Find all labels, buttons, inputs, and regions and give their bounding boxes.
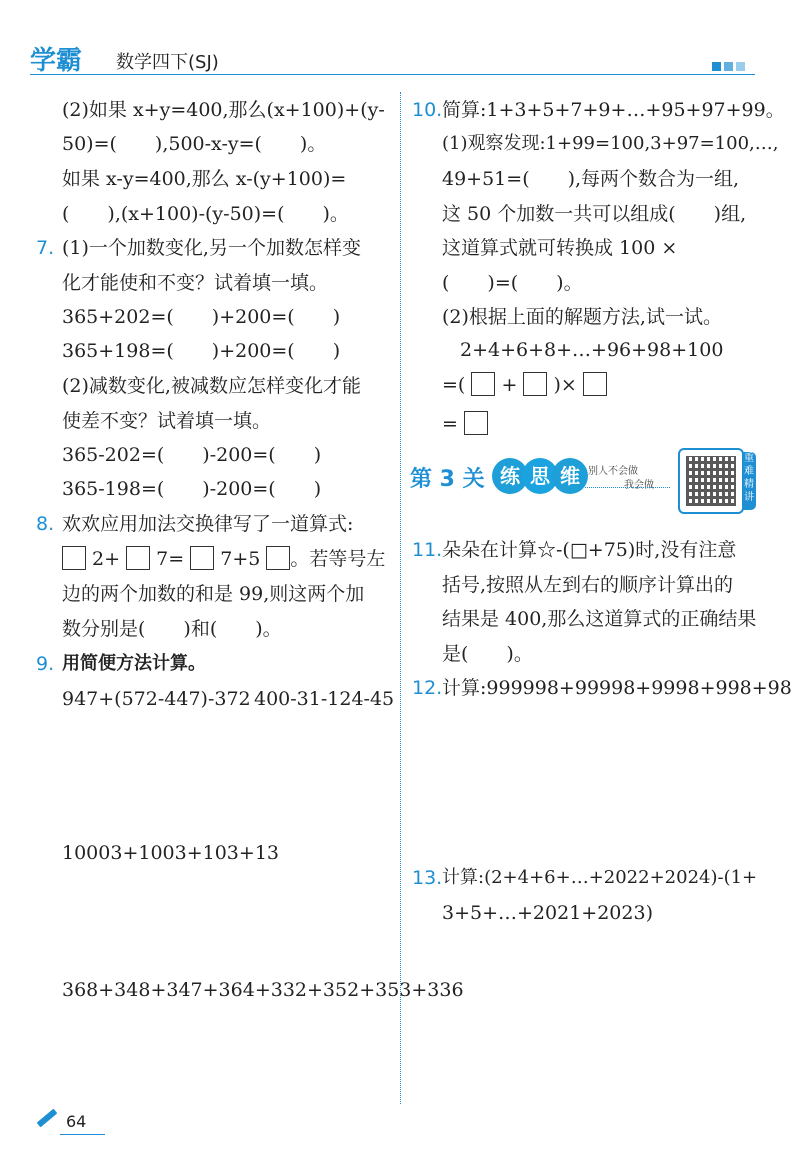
level-title: 第 3 关 <box>410 467 485 492</box>
column-divider <box>400 92 401 1104</box>
q7-line2: 化才能使和不变？试着填一填。 <box>62 272 329 294</box>
blank-box[interactable] <box>126 546 150 570</box>
banner-slogan-2: 我会做 <box>624 480 654 491</box>
q8-part1: 2+ <box>92 548 121 570</box>
q7-line4: 使差不变？试着填一填。 <box>62 410 272 432</box>
q10-eq2 <box>442 372 607 398</box>
page-number: 64 <box>66 1112 87 1131</box>
q10-line1: (1)观察发现:1+99=100,3+97=100,…, <box>442 133 779 154</box>
q11-line2: 括号,按照从左到右的顺序计算出的 <box>442 574 734 596</box>
q8-number: 8. <box>36 513 55 535</box>
q12-line1: 计算:999998+99998+9998+998+98 <box>442 677 792 699</box>
q10-eq2-plus: + <box>501 374 518 396</box>
q10-line4: 这道算式就可转换成 100 × <box>442 237 678 259</box>
blank-box[interactable] <box>471 372 495 396</box>
q8-line1: 欢欢应用加法交换律写了一道算式: <box>62 513 354 535</box>
banner-dotted-line <box>585 487 670 488</box>
q9-eq1: 947+(572-447)-372 <box>62 688 251 710</box>
decor-square <box>724 62 733 71</box>
q9-eq3: 10003+1003+103+13 <box>62 842 279 864</box>
q10-line3: 这 50 个加数一共可以组成( )组, <box>442 203 747 225</box>
banner-char-bubble: 维 <box>552 458 588 494</box>
header-rule <box>30 74 755 75</box>
q8-part2: 7= <box>156 548 185 570</box>
blank-box[interactable] <box>464 411 488 435</box>
footer-rule <box>60 1134 105 1135</box>
qr-code-icon[interactable] <box>678 448 744 514</box>
q10-eq3 <box>442 411 488 437</box>
q6b-line1: (2)如果 x+y=400,那么(x+100)+(y- <box>62 99 385 121</box>
q9-title: 用简便方法计算。 <box>62 653 206 674</box>
q7-eq4: 365-198=( )-200=( ) <box>62 478 322 500</box>
q10-eq2-times: )× <box>553 374 577 396</box>
q10-eq1: 2+4+6+8+…+96+98+100 <box>460 339 724 361</box>
q11-line3: 结果是 400,那么这道算式的正确结果 <box>442 608 757 630</box>
q7-line1: (1)一个加数变化,另一个加数怎样变 <box>62 237 361 259</box>
decor-square <box>712 62 721 71</box>
banner-char-bubble: 思 <box>522 458 558 494</box>
q6b-line2: 50)=( ),500-x-y=( )。 <box>62 133 327 155</box>
q8-line3: 边的两个加数的和是 99,则这两个加 <box>62 583 365 605</box>
brand-logo: 学霸 <box>30 46 83 76</box>
blank-box[interactable] <box>190 546 214 570</box>
q9-number: 9. <box>36 653 55 675</box>
q9-eq2: 400-31-124-45 <box>254 688 395 710</box>
q10-number: 10. <box>412 99 443 121</box>
q13-line1: 计算:(2+4+6+…+2022+2024)-(1+ <box>442 867 758 888</box>
q7-line3: (2)减数变化,被减数应怎样变化才能 <box>62 375 361 397</box>
q10-title: 简算:1+3+5+7+9+…+95+97+99。 <box>442 99 785 121</box>
q11-line1: 朵朵在计算☆-(□+75)时,没有注意 <box>442 539 737 561</box>
q6b-line3: 如果 x-y=400,那么 x-(y+100)= <box>62 168 347 190</box>
q11-line4: 是( )。 <box>442 643 533 665</box>
banner-char-bubble: 练 <box>492 458 528 494</box>
q9-eq4: 368+348+347+364+332+352+353+336 <box>62 979 464 1001</box>
q8-line2 <box>62 546 385 572</box>
q7-eq1: 365+202=( )+200=( ) <box>62 306 341 328</box>
qr-tag: 重难精讲 <box>742 452 756 510</box>
pencil-icon <box>37 1109 58 1128</box>
q11-number: 11. <box>412 539 443 561</box>
q12-number: 12. <box>412 677 443 699</box>
q6b-line4: ( ),(x+100)-(y-50)=( )。 <box>62 203 349 225</box>
q10-line6: (2)根据上面的解题方法,试一试。 <box>442 306 722 328</box>
q8-part3: 7+5 <box>220 548 261 570</box>
q10-line5: ( )=( )。 <box>442 272 583 294</box>
q10-eq3-equals: = <box>442 413 458 435</box>
book-subject: 数学四下(SJ) <box>116 52 219 73</box>
q7-number: 7. <box>36 237 55 259</box>
q7-eq2: 365+198=( )+200=( ) <box>62 340 341 362</box>
q8-line4: 数分别是( )和( )。 <box>62 618 282 640</box>
q13-number: 13. <box>412 867 443 889</box>
blank-box[interactable] <box>266 546 290 570</box>
q7-eq3: 365-202=( )-200=( ) <box>62 444 322 466</box>
q13-line2: 3+5+…+2021+2023) <box>442 902 653 924</box>
q8-part4: 。若等号左 <box>290 548 386 570</box>
banner-slogan-1: 别人不会做 <box>588 466 638 477</box>
blank-box[interactable] <box>523 372 547 396</box>
blank-box[interactable] <box>583 372 607 396</box>
blank-box[interactable] <box>62 546 86 570</box>
q10-line2: 49+51=( ),每两个数合为一组, <box>442 168 740 190</box>
decor-square <box>736 62 745 71</box>
q10-eq2-open: =( <box>442 374 466 396</box>
